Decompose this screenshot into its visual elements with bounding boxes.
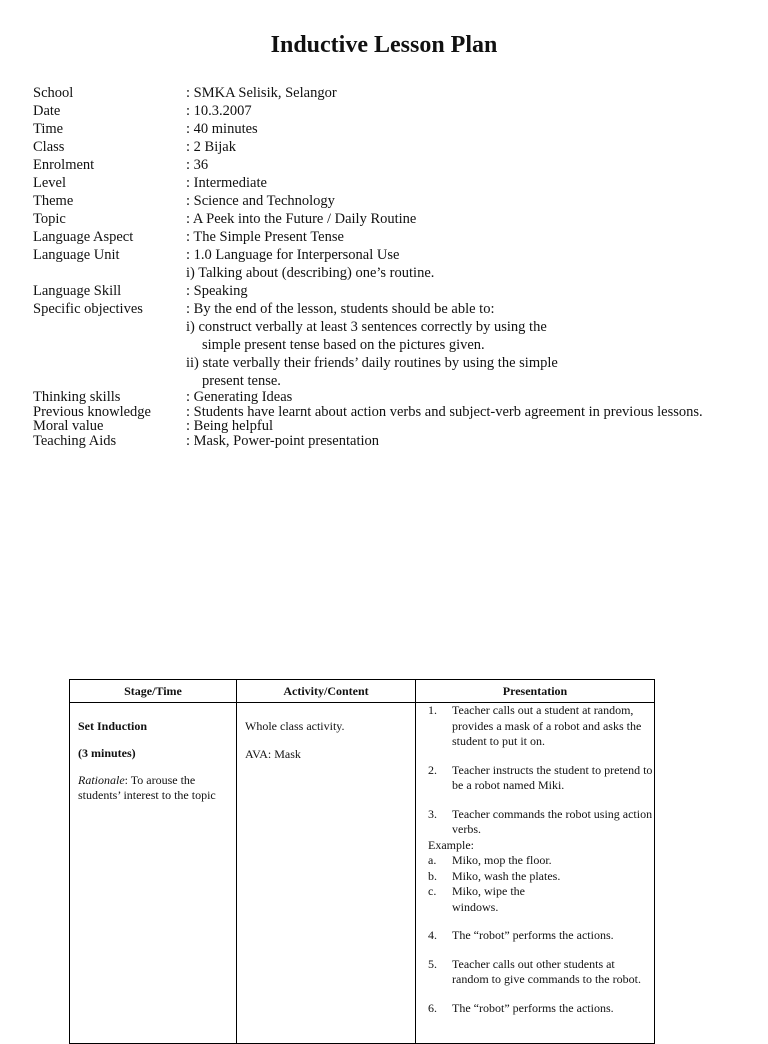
info-value: : 40 minutes [186, 121, 258, 137]
presentation-step [422, 807, 654, 838]
objective-text: i) construct verbally at least 3 sentences correctly by using the [186, 319, 547, 335]
info-value: : Speaking [186, 283, 248, 299]
page-title: Inductive Lesson Plan [270, 32, 498, 58]
activity-line: AVA: Mask [245, 747, 301, 761]
info-value: : 1.0 Language for Interpersonal Use [186, 247, 400, 263]
objective-text: ii) state verbally their friends’ daily routines by using the simple [186, 355, 558, 371]
presentation-step [422, 1001, 654, 1017]
info-value: : SMKA Selisik, Selangor [186, 85, 337, 101]
info-value: : Intermediate [186, 175, 267, 191]
info-value: : 2 Bijak [186, 139, 236, 155]
header-activity-content: Activity/Content [237, 680, 416, 703]
step-number: 3. [428, 806, 437, 821]
info-value: : Generating Ideas [186, 389, 293, 405]
example-text: Miko, wash the plates. [452, 868, 561, 883]
step-number: 4. [428, 928, 437, 942]
stage-title: Set Induction [78, 719, 148, 733]
info-value: : Mask, Power-point presentation [186, 432, 380, 449]
info-value: : Being helpful [186, 418, 273, 435]
info-label: Language Unit [33, 247, 120, 263]
info-label: Specific objectives [33, 301, 143, 317]
info-label: Date [33, 103, 61, 119]
step-text: Teacher commands the robot using action verbs. [452, 806, 653, 836]
info-label: Time [33, 121, 64, 137]
info-value: : A Peek into the Future / Daily Routine [186, 211, 417, 227]
info-label: Theme [33, 193, 74, 209]
info-label: Language Skill [33, 283, 122, 299]
example-label: Example: [428, 837, 474, 852]
info-value: : Students have learnt about action verbs and subject-verb agreement in previous lessons. [186, 403, 703, 420]
info-label: Moral value [33, 418, 104, 435]
info-label: School [33, 85, 74, 101]
step-number: 6. [428, 1000, 437, 1015]
info-label: Level [33, 175, 67, 191]
step-text: Teacher calls out a student at random, provides a mask of a robot and asks the student to put it on. [452, 703, 642, 748]
header-stage-time: Stage/Time [70, 680, 237, 703]
step-number: 2. [428, 762, 437, 777]
info-label: Topic [33, 211, 66, 227]
step-text: The “robot” performs the actions. [452, 1000, 614, 1015]
lesson-table [69, 679, 655, 1044]
presentation-step [422, 703, 654, 750]
rationale-text: : To arouse the students’ interest to the topic [78, 773, 216, 802]
stage-time: (3 minutes) [78, 746, 136, 760]
step-text: The “robot” performs the actions. [452, 928, 614, 942]
header-presentation: Presentation [416, 680, 655, 703]
info-value: i) Talking about (describing) one’s routine. [186, 265, 435, 281]
step-text: Teacher calls out other students at random to give commands to the robot. [452, 956, 641, 986]
presentation-step [422, 957, 654, 988]
info-label: Thinking skills [33, 389, 121, 405]
table-row [70, 703, 655, 1044]
info-value: : 36 [186, 157, 209, 173]
example-letter: b. [428, 868, 437, 883]
objective-text: simple present tense based on the pictures given. [202, 337, 485, 353]
example-text: Miko, wipe the windows. [452, 884, 525, 914]
info-label: Language Aspect [33, 229, 134, 245]
activity-cell [237, 703, 416, 1044]
info-value: : Science and Technology [186, 193, 335, 209]
objective-text: present tense. [202, 373, 281, 389]
table-header-row [70, 680, 655, 703]
presentation-step [422, 928, 654, 944]
info-label: Teaching Aids [33, 432, 117, 449]
example-item [428, 853, 654, 869]
example-item [428, 869, 654, 885]
info-value: : The Simple Present Tense [186, 229, 344, 245]
presentation-step [422, 763, 654, 794]
rationale-label: Rationale [78, 773, 125, 787]
info-label: Previous knowledge [33, 403, 151, 420]
info-label: Enrolment [33, 157, 95, 173]
step-number: 1. [428, 703, 437, 717]
activity-line: Whole class activity. [245, 719, 345, 733]
step-number: 5. [428, 956, 437, 971]
stage-rationale [78, 773, 228, 803]
example-letter: a. [428, 853, 437, 867]
presentation-cell [416, 703, 655, 1044]
example-item [428, 884, 542, 915]
example-text: Miko, mop the floor. [452, 853, 552, 867]
example-letter: c. [428, 884, 437, 898]
step-text: Teacher instructs the student to pretend to be a robot named Miki. [452, 762, 653, 792]
info-value: : By the end of the lesson, students should be able to: [186, 301, 495, 317]
stage-cell [70, 703, 237, 1044]
info-value: : 10.3.2007 [186, 103, 252, 119]
info-label: Class [33, 139, 65, 155]
